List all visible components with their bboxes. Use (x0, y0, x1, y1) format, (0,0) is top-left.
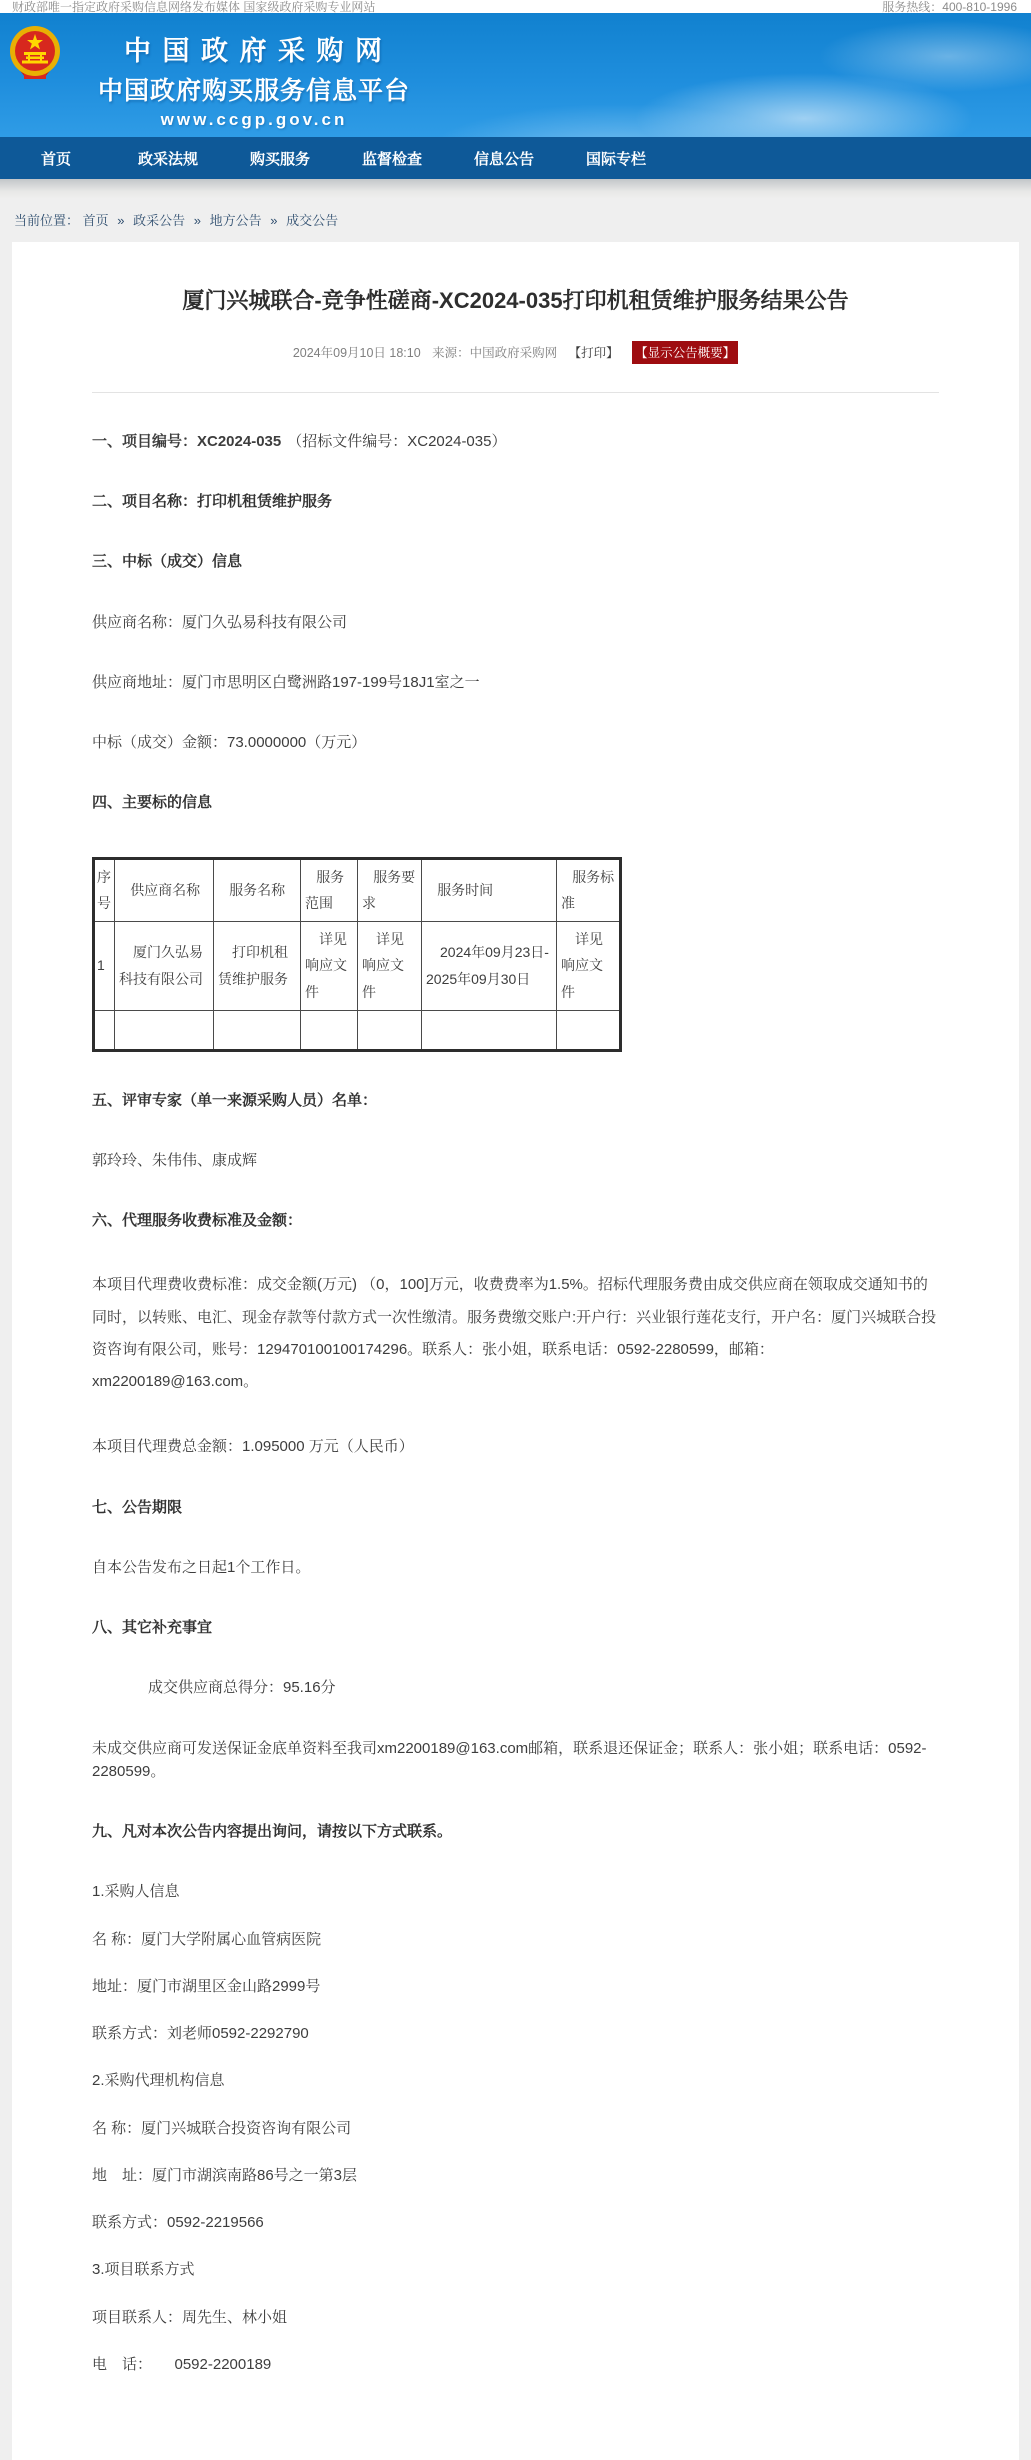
section-1-project-number (92, 430, 939, 453)
project-contact-person: 项目联系人：周先生、林小姐 (92, 2308, 288, 2326)
print-button[interactable]: 【打印】 (568, 345, 619, 360)
breadcrumb-separator: » (193, 213, 202, 228)
col-header-supplier: 供应商名称 (115, 858, 214, 921)
section-2-project-name: 二、项目名称：打印机租赁维护服务 (92, 493, 333, 511)
breadcrumb-procurement-notices[interactable]: 政采公告 (133, 213, 186, 228)
supplier-name: 供应商名称：厦门久弘易科技有限公司 (92, 613, 348, 631)
col-header-service-standard: 服务标准 (557, 858, 621, 921)
breadcrumb-label: 当前位置： (14, 213, 80, 228)
cell-service-name: 打印机租赁维护服务 (214, 921, 301, 1010)
publish-datetime: 2024年09月10日 18:10 (292, 345, 421, 360)
purchaser-info-label: 1.采购人信息 (92, 1883, 180, 1901)
nav-item-home[interactable]: 首页 (40, 150, 71, 168)
col-header-service-time: 服务时间 (422, 858, 557, 921)
agency-fee-total: 本项目代理费总金额：1.095000 万元（人民币） (92, 1438, 414, 1456)
purchaser-contact: 联系方式：刘老师0592-2292790 (92, 2025, 309, 2043)
section-8-heading: 八、其它补充事宜 (92, 1619, 213, 1637)
article-source: 来源：中国政府采购网 (432, 345, 558, 360)
table-header-row (94, 858, 621, 921)
main-nav (0, 137, 1031, 179)
page-title: 厦门兴城联合-竞争性磋商-XC2024-035打印机租赁维护服务结果公告 (182, 288, 849, 313)
project-contact-phone: 电 话： 0592-2200189 (92, 2355, 272, 2373)
project-contact-label: 3.项目联系方式 (92, 2261, 195, 2279)
site-name: 中 国 政 府 采 购 网 (123, 36, 384, 66)
cell-service-requirement: 详见响应文件 (358, 921, 422, 1010)
meta-divider (92, 392, 939, 393)
nav-shadow-gradient (0, 179, 1031, 199)
agency-fee-detail: 本项目代理费收费标准：成交金额(万元) （0，100]万元，收费费率为1.5%。招标代理服务费由成交供应商在领取成交通知书的同时，以转账、电汇、现金存款等付款方式一次性缴清。服务费缴交账户:开户行：兴业银行莲花支行，开户名：厦门兴城联合投资咨询有限公司，账号：129470100100174296。联系人：张小姐，联系电话：0592-2280599，邮箱：xm2200189@163.com。 (92, 1276, 937, 1391)
col-header-service-requirement: 服务要求 (358, 858, 422, 921)
expert-list: 郭玲玲、朱伟伟、康成辉 (92, 1151, 258, 1169)
agency-info-label: 2.采购代理机构信息 (92, 2072, 225, 2090)
cell-service-standard: 详见响应文件 (557, 921, 621, 1010)
article-meta (92, 341, 939, 364)
table-row (94, 921, 621, 1010)
nav-item-international[interactable]: 国际专栏 (585, 150, 646, 168)
breadcrumb-home[interactable]: 首页 (82, 213, 109, 228)
col-header-service-scope: 服务范围 (301, 858, 358, 921)
breadcrumb-separator: » (117, 213, 125, 228)
show-summary-button[interactable]: 【显示公告概要】 (632, 341, 738, 364)
award-amount: 中标（成交）金额：73.0000000（万元） (92, 734, 367, 752)
col-header-index: 序号 (94, 858, 115, 921)
supplier-address: 供应商地址：厦门市思明区白鹭洲路197-199号18J1室之一 (92, 673, 480, 691)
article-container (12, 242, 1019, 2460)
breadcrumb-current: 成交公告 (286, 213, 339, 228)
service-hotline: 服务热线：400-810-1996 (882, 0, 1017, 13)
section-4-heading: 四、主要标的信息 (92, 794, 213, 812)
site-subtitle: 中国政府购买服务信息平台 (97, 77, 410, 105)
nav-item-supervision[interactable]: 监督检查 (361, 150, 422, 168)
nav-item-regulations[interactable]: 政采法规 (137, 150, 198, 168)
breadcrumb-separator: » (270, 213, 278, 228)
agency-name: 名 称：厦门兴城联合投资咨询有限公司 (92, 2119, 352, 2137)
project-number-bold: 一、项目编号：XC2024-035 (92, 432, 282, 450)
tender-doc-number: （招标文件编号：XC2024-035） (287, 432, 507, 450)
supplier-total-score: 成交供应商总得分：95.16分 (148, 1679, 336, 1697)
section-7-heading: 七、公告期限 (92, 1498, 183, 1516)
col-header-service-name: 服务名称 (214, 858, 301, 921)
site-banner (0, 13, 1031, 137)
site-logo-text (86, 29, 422, 130)
site-url: www.ccgp.gov.cn (160, 110, 348, 129)
site-slogan: 财政部唯一指定政府采购信息网络发布媒体 国家级政府采购专业网站 (12, 0, 376, 13)
breadcrumb-local-notices[interactable]: 地方公告 (209, 213, 262, 228)
section-9-heading: 九、凡对本次公告内容提出询问，请按以下方式联系。 (92, 1823, 453, 1841)
section-3-heading: 三、中标（成交）信息 (92, 553, 243, 571)
purchaser-address: 地址：厦门市湖里区金山路2999号 (92, 1977, 321, 1995)
agency-contact: 联系方式：0592-2219566 (92, 2214, 264, 2232)
breadcrumb (0, 199, 1031, 242)
section-6-heading: 六、代理服务收费标准及金额： (92, 1212, 303, 1230)
award-info-table (92, 857, 622, 1052)
top-strip (0, 0, 1031, 13)
cell-supplier: 厦门久弘易科技有限公司 (115, 921, 214, 1010)
table-empty-row (94, 1010, 621, 1050)
national-emblem-icon (9, 25, 61, 91)
deposit-refund-note: 未成交供应商可发送保证金底单资料至我司xm2200189@163.com邮箱，联系退还保证金；联系人：张小姐；联系电话：0592-2280599。 (92, 1739, 927, 1780)
cell-index: 1 (94, 921, 115, 1010)
announcement-period: 自本公告发布之日起1个工作日。 (92, 1558, 311, 1576)
cell-service-scope: 详见响应文件 (301, 921, 358, 1010)
cell-service-time: 2024年09月23日-2025年09月30日 (422, 921, 557, 1010)
purchaser-name: 名 称：厦门大学附属心血管病医院 (92, 1930, 322, 1948)
section-5-heading: 五、评审专家（单一来源采购人员）名单： (92, 1091, 378, 1109)
agency-address: 地 址：厦门市湖滨南路86号之一第3层 (92, 2166, 358, 2184)
nav-item-announcements[interactable]: 信息公告 (473, 150, 534, 168)
nav-item-purchase-services[interactable]: 购买服务 (249, 150, 310, 168)
